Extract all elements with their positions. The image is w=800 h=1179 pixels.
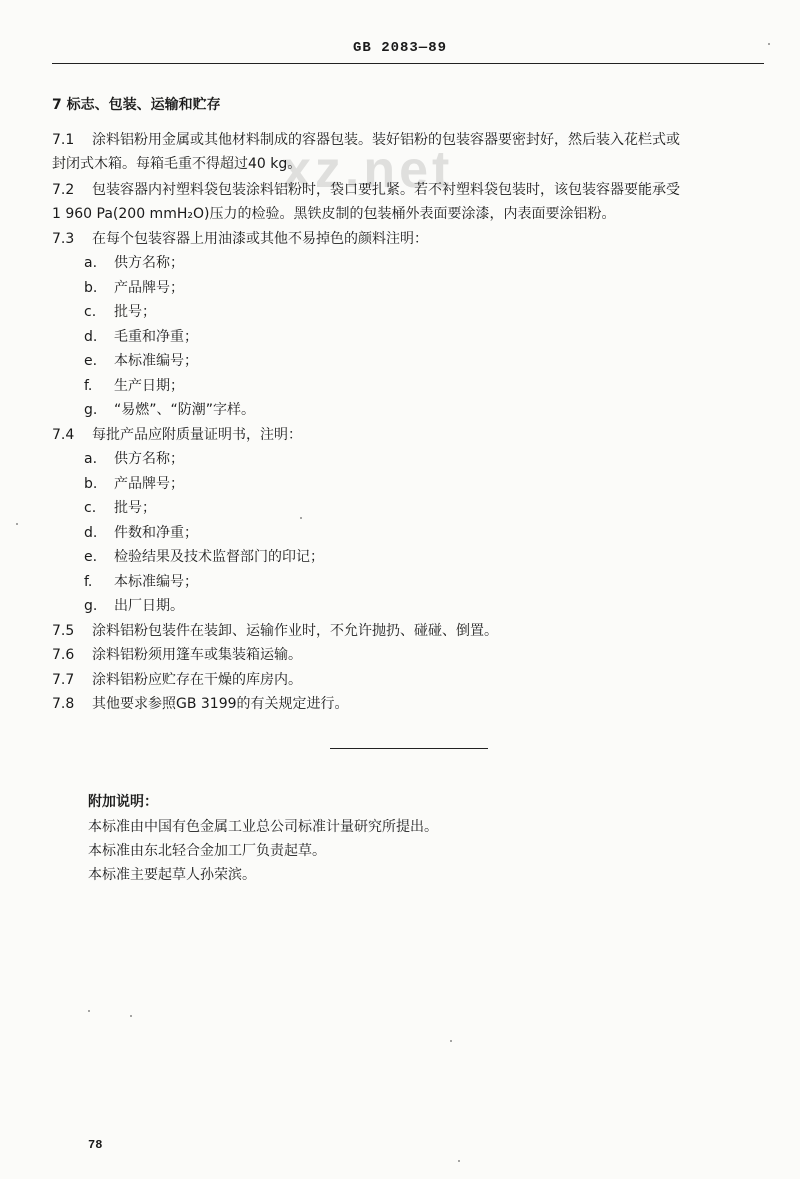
clause-number: 7.8: [52, 696, 75, 712]
list-item-text: 检验结果及技术监督部门的印记；: [114, 549, 324, 565]
list-marker: c.: [84, 500, 97, 516]
list-marker: b.: [84, 476, 98, 492]
list-marker: g.: [84, 402, 98, 418]
list-item-text: 供方名称；: [114, 451, 184, 467]
clause-text: 涂料铝粉应贮存在干燥的库房内。: [92, 672, 302, 688]
section-title: 7 标志、包装、运输和贮存: [52, 97, 221, 113]
clause-number: 7.1: [52, 132, 75, 148]
clause-number: 7.2: [52, 182, 75, 198]
clause-7-2-line-1: [52, 181, 680, 199]
clause-7-1-line-2: 封闭式木箱。每箱毛重不得超过40 kg。: [52, 156, 302, 172]
list-item: [84, 475, 184, 493]
notes-title: 附加说明：: [88, 794, 158, 810]
list-marker: g.: [84, 598, 98, 614]
list-item: [84, 279, 184, 297]
notes-line: 本标准由中国有色金属工业总公司标准计量研究所提出。: [88, 819, 438, 835]
clause-7-1-line-1: [52, 131, 680, 149]
list-marker: f.: [84, 378, 93, 394]
clause-text: 其他要求参照GB 3199的有关规定进行。: [92, 696, 349, 712]
scan-speck: [88, 1010, 90, 1012]
list-item: [84, 303, 156, 321]
header-rule: [52, 63, 764, 64]
end-rule: [330, 748, 488, 749]
clause-text: 涂料铝粉须用篷车或集装箱运输。: [92, 647, 302, 663]
clause-7-3: [52, 230, 428, 248]
list-item-text: 产品牌号；: [114, 280, 184, 296]
list-marker: e.: [84, 549, 98, 565]
list-item-text: 件数和净重；: [114, 525, 198, 541]
list-item-text: 出厂日期。: [114, 598, 184, 614]
list-item: [84, 573, 198, 591]
list-item: [84, 254, 184, 272]
list-item: [84, 450, 184, 468]
page-number: 78: [88, 1138, 103, 1152]
clause-text: 在每个包装容器上用油漆或其他不易掉色的颜料注明：: [92, 231, 428, 247]
document-code-header: GB 2083—89: [352, 40, 447, 56]
list-item-text: “易燃”、“防潮”字样。: [114, 402, 256, 418]
clause-7-7: [52, 671, 302, 689]
list-marker: f.: [84, 574, 93, 590]
scan-speck: [458, 1160, 460, 1162]
clause-number: 7.4: [52, 427, 75, 443]
notes-line: 本标准主要起草人孙荣滨。: [88, 867, 256, 883]
list-item-text: 批号；: [114, 500, 156, 516]
scan-speck: [768, 43, 770, 45]
clause-text: 包装容器内衬塑料袋包装涂料铝粉时，袋口要扎紧。若不衬塑料袋包装时，该包装容器要能承受: [92, 182, 680, 198]
clause-7-8: [52, 695, 349, 713]
clause-7-5: [52, 622, 498, 640]
list-item-text: 本标准编号；: [114, 353, 198, 369]
watermark: xz.net: [282, 141, 454, 199]
clause-number: 7.3: [52, 231, 75, 247]
clause-7-6: [52, 646, 302, 664]
scan-speck: [450, 1040, 452, 1042]
notes-line: 本标准由东北轻合金加工厂负责起草。: [88, 843, 326, 859]
list-item: [84, 524, 198, 542]
clause-7-2-line-2: 1 960 Pa(200 mmH₂O)压力的检验。黑铁皮制的包装桶外表面要涂漆，内表面要涂铝粉。: [52, 206, 616, 222]
list-marker: d.: [84, 329, 98, 345]
list-marker: d.: [84, 525, 98, 541]
clause-number: 7.7: [52, 672, 75, 688]
clause-number: 7.5: [52, 623, 75, 639]
list-item-text: 供方名称；: [114, 255, 184, 271]
list-marker: b.: [84, 280, 98, 296]
list-item: [84, 401, 255, 419]
clause-text: 涂料铝粉包装件在装卸、运输作业时，不允许抛扔、碰碰、倒置。: [92, 623, 498, 639]
clause-text: 涂料铝粉用金属或其他材料制成的容器包装。装好铝粉的包装容器要密封好，然后装入花栏式或: [92, 132, 680, 148]
scan-speck: [130, 1015, 132, 1017]
list-marker: c.: [84, 304, 97, 320]
list-item: [84, 548, 324, 566]
list-item: [84, 377, 184, 395]
list-item: [84, 499, 156, 517]
list-item-text: 产品牌号；: [114, 476, 184, 492]
list-item-text: 本标准编号；: [114, 574, 198, 590]
clause-number: 7.6: [52, 647, 75, 663]
list-item-text: 毛重和净重；: [114, 329, 198, 345]
list-item-text: 批号；: [114, 304, 156, 320]
list-item: [84, 328, 198, 346]
list-marker: a.: [84, 255, 98, 271]
list-marker: a.: [84, 451, 98, 467]
list-marker: e.: [84, 353, 98, 369]
clause-text: 每批产品应附质量证明书，注明：: [92, 427, 302, 443]
clause-7-4: [52, 426, 302, 444]
list-item: [84, 597, 184, 615]
list-item-text: 生产日期；: [114, 378, 184, 394]
list-item: [84, 352, 198, 370]
scan-speck: [16, 523, 18, 525]
scan-speck: [300, 517, 302, 519]
